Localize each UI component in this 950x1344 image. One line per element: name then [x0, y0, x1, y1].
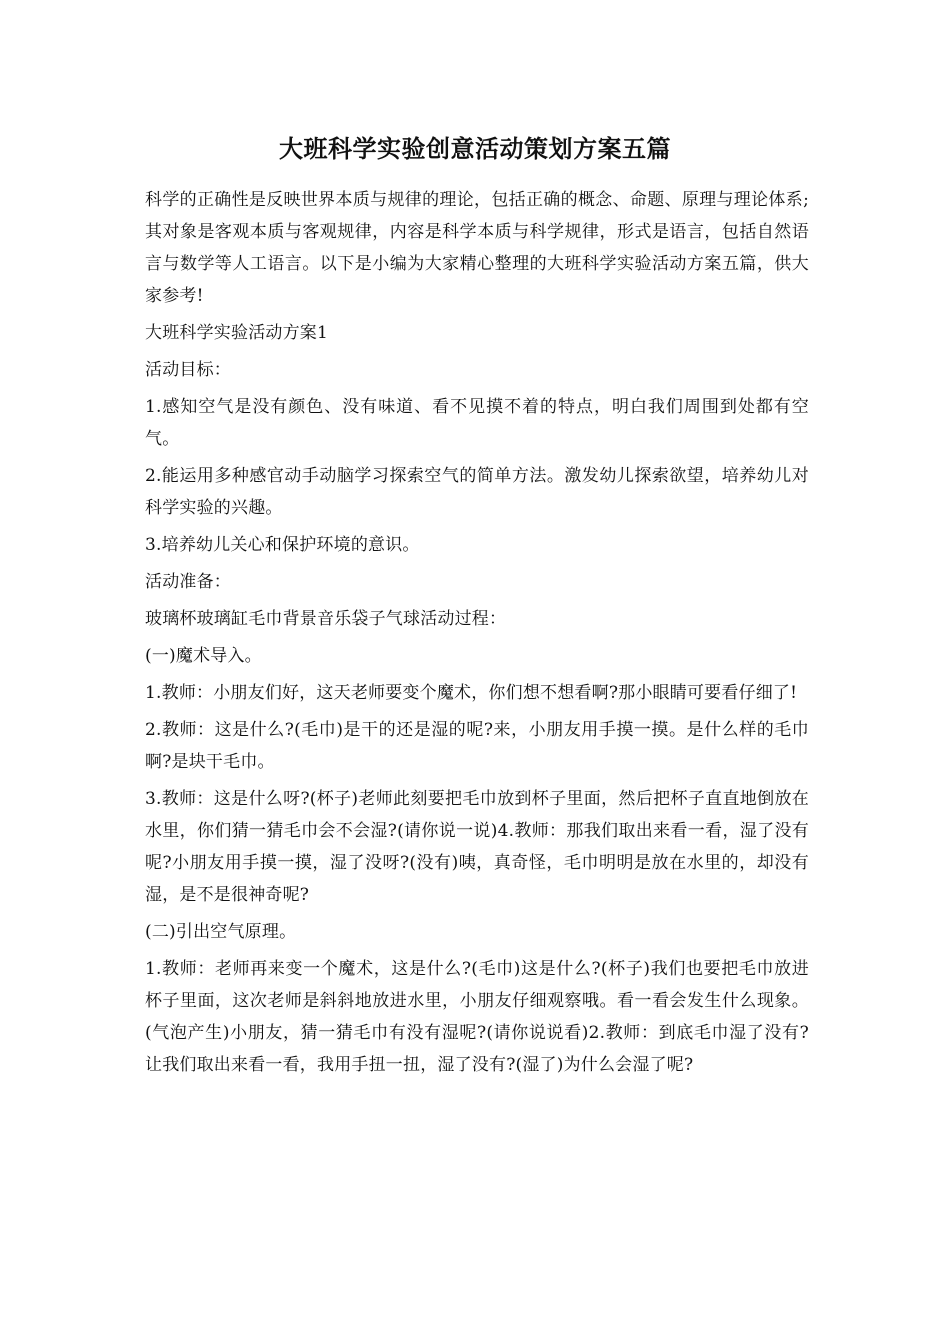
- document-title: 大班科学实验创意活动策划方案五篇: [279, 134, 671, 163]
- intro-paragraph: 科学的正确性是反映世界本质与规律的理论，包括正确的概念、命题、原理与理论体系;其对象是客观本质与客观规律，内容是科学本质与科学规律，形式是语言，包括自然语言与数学等人工语言。以下是小编为大家精心整理的大班科学实验活动方案五篇，供大家参考!: [145, 190, 809, 306]
- section-heading: 大班科学实验活动方案1: [145, 323, 329, 343]
- goal-item: 1.感知空气是没有颜色、没有味道、看不见摸不着的特点，明白我们周围到处都有空气。: [145, 397, 809, 449]
- step-item: 2.教师：这是什么?(毛巾)是干的还是湿的呢?来，小朋友用手摸一摸。是什么样的毛巾啊?是块干毛巾。: [145, 720, 809, 772]
- step-heading: (一)魔术导入。: [145, 646, 262, 666]
- step-item: 3.教师：这是什么呀?(杯子)老师此刻要把毛巾放到杯子里面，然后把杯子直直地倒放在水里，你们猜一猜毛巾会不会湿?(请你说一说)4.教师：那我们取出来看一看，湿了没有呢?小朋友用手摸一摸，湿了没呀?(没有)咦，真奇怪，毛巾明明是放在水里的，却没有湿，是不是很神奇呢?: [145, 789, 809, 905]
- step-item: 1.教师：小朋友们好，这天老师要变个魔术，你们想不想看啊?那小眼睛可要看仔细了!: [145, 683, 798, 703]
- subheading-goals: 活动目标：: [145, 360, 231, 380]
- goal-item: 2.能运用多种感官动手动脑学习探索空气的简单方法。激发幼儿探索欲望，培养幼儿对科学实验的兴趣。: [145, 466, 809, 518]
- step-heading: (二)引出空气原理。: [145, 922, 297, 942]
- goal-item: 3.培养幼儿关心和保护环境的意识。: [145, 535, 420, 555]
- step-item: 1.教师：老师再来变一个魔术，这是什么?(毛巾)这是什么?(杯子)我们也要把毛巾放进杯子里面，这次老师是斜斜地放进水里，小朋友仔细观察哦。看一看会发生什么现象。(气泡产生)小朋友，猜一猜毛巾有没有湿呢?(请你说说看)2.教师：到底毛巾湿了没有?让我们取出来看一看，我用手扭一扭，湿了没有?(湿了)为什么会湿了呢?: [145, 959, 809, 1075]
- subheading-preparation: 活动准备：: [145, 572, 231, 592]
- preparation-text: 玻璃杯玻璃缸毛巾背景音乐袋子气球活动过程：: [145, 609, 507, 629]
- document-body: [145, 184, 809, 1086]
